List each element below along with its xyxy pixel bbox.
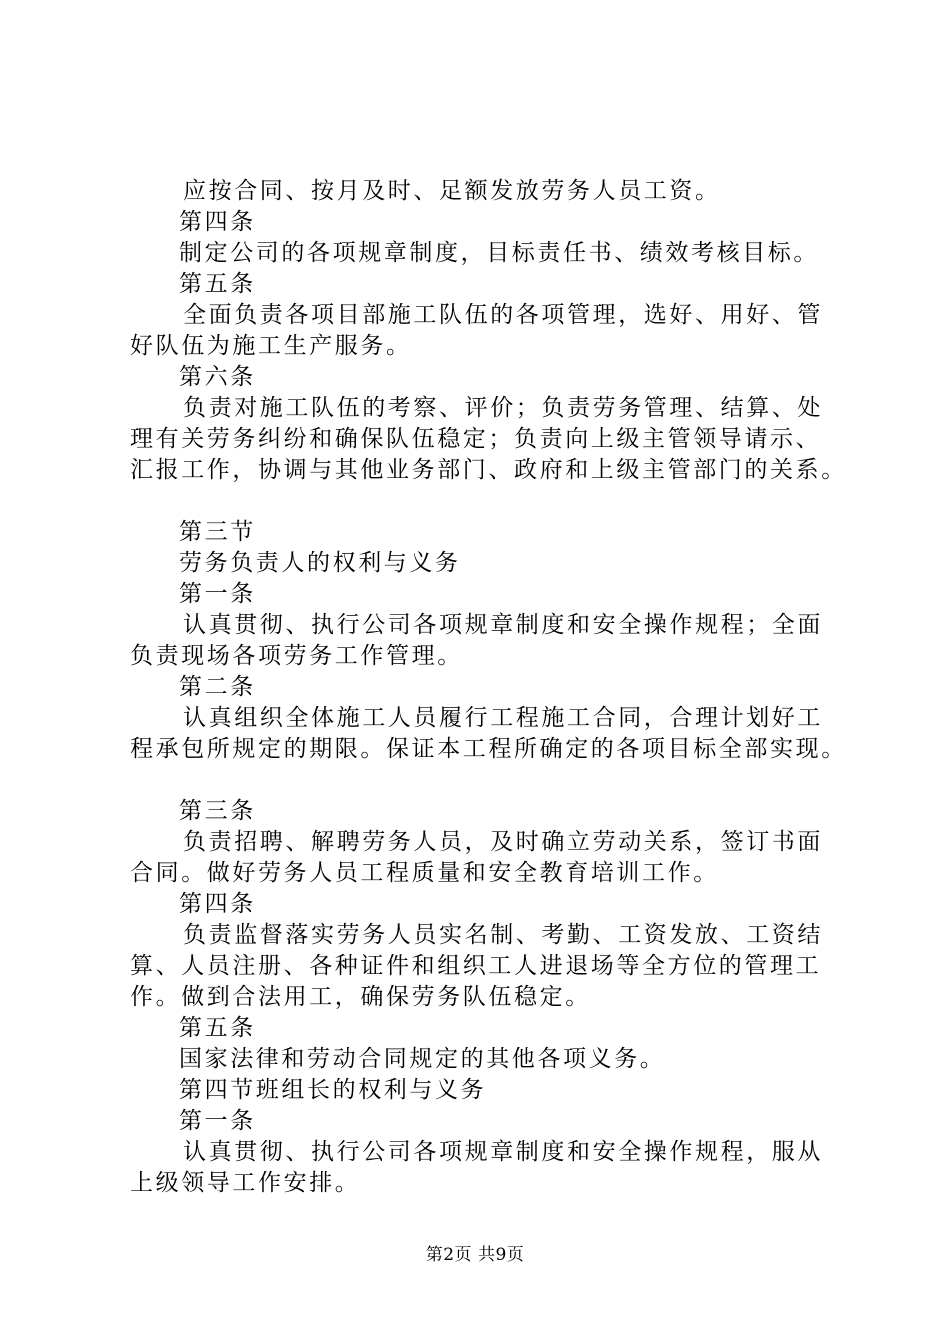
body-text-line: 国家法律和劳动合同规定的其他各项义务。 xyxy=(179,1046,666,1072)
article-heading: 第五条 xyxy=(179,1015,256,1041)
body-text-line: 合同。做好劳务人员工程质量和安全教育培训工作。 xyxy=(130,860,719,886)
body-text-line: 负责现场各项劳务工作管理。 xyxy=(130,643,463,669)
article-heading: 第四条 xyxy=(179,209,256,235)
article-heading: 第二条 xyxy=(179,674,256,700)
article-heading: 第五条 xyxy=(179,271,256,297)
body-text-line: 汇报工作，协调与其他业务部门、政府和上级主管部门的关系。 xyxy=(130,457,847,483)
body-text-line: 负责招聘、解聘劳务人员，及时确立劳动关系，签订书面 xyxy=(183,829,823,855)
body-text-line: 应按合同、按月及时、足额发放劳务人员工资。 xyxy=(183,178,721,204)
article-heading: 第四条 xyxy=(179,891,256,917)
body-text-line: 全面负责各项目部施工队伍的各项管理，选好、用好、管 xyxy=(183,302,823,328)
body-text-line: 好队伍为施工生产服务。 xyxy=(130,333,412,359)
body-text-line: 程承包所规定的期限。保证本工程所确定的各项目标全部实现。 xyxy=(130,736,847,762)
body-text-line: 认真贯彻、执行公司各项规章制度和安全操作规程，服从 xyxy=(183,1139,823,1165)
document-body xyxy=(130,176,847,1199)
body-text-line: 负责对施工队伍的考察、评价；负责劳务管理、结算、处 xyxy=(183,395,823,421)
section-title: 劳务负责人的权利与义务 xyxy=(179,550,461,576)
body-text-line: 负责监督落实劳务人员实名制、考勤、工资发放、工资结 xyxy=(183,922,823,948)
page-number-footer: 第2页 共9页 xyxy=(425,1245,525,1265)
article-heading: 第一条 xyxy=(179,581,256,607)
section-heading: 第三节 xyxy=(179,519,256,545)
body-text-line: 认真组织全体施工人员履行工程施工合同，合理计划好工 xyxy=(183,705,823,731)
paragraph-gap xyxy=(130,765,842,796)
article-heading: 第六条 xyxy=(179,364,256,390)
body-text-line: 算、人员注册、各种证件和组织工人进退场等全方位的管理工 xyxy=(130,953,822,979)
body-text-line: 理有关劳务纠纷和确保队伍稳定；负责向上级主管领导请示、 xyxy=(130,426,822,452)
paragraph-gap xyxy=(130,486,842,517)
body-text-line: 上级领导工作安排。 xyxy=(130,1170,361,1196)
article-heading: 第一条 xyxy=(179,1108,256,1134)
body-text-line: 认真贯彻、执行公司各项规章制度和安全操作规程；全面 xyxy=(183,612,823,638)
body-text-line: 制定公司的各项规章制度，目标责任书、绩效考核目标。 xyxy=(179,240,819,266)
section-heading: 第四节班组长的权利与义务 xyxy=(179,1077,487,1103)
body-text-line: 作。做到合法用工，确保劳务队伍稳定。 xyxy=(130,984,591,1010)
article-heading: 第三条 xyxy=(179,798,256,824)
